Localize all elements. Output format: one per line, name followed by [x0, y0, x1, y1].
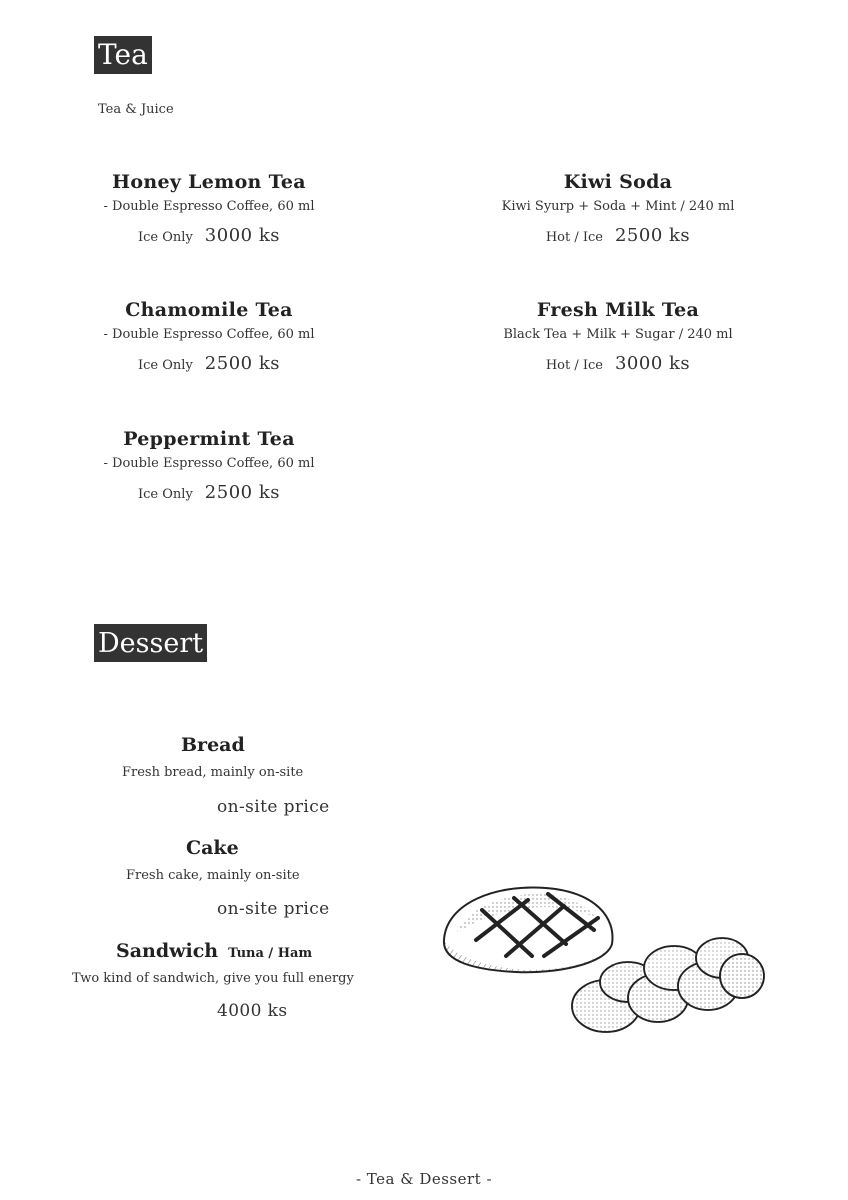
menu-item-fresh-milk-tea — [468, 297, 768, 377]
dessert-item-cake-description: Fresh cake, mainly on-site — [126, 868, 300, 883]
dessert-item-bread-description: Fresh bread, mainly on-site — [122, 765, 304, 780]
menu-item-kiwi-soda — [468, 169, 768, 249]
item-temperature: Ice Only — [138, 487, 193, 502]
round-loaf-icon — [444, 887, 613, 972]
item-description: - Double Espresso Coffee, 60 ml — [103, 456, 315, 471]
menu-item-chamomile-tea — [59, 297, 359, 377]
tea-section-subtitle: Tea & Juice — [98, 102, 174, 117]
item-name: Honey Lemon Tea — [112, 171, 306, 193]
item-description: - Double Espresso Coffee, 60 ml — [103, 199, 315, 214]
item-name: Sandwich — [116, 940, 219, 962]
page-footer: - Tea & Dessert - — [355, 1170, 493, 1188]
item-temperature: Hot / Ice — [545, 230, 603, 245]
dessert-section-title: Dessert — [94, 624, 207, 662]
item-price: 2500 ks — [204, 353, 280, 374]
item-description: Kiwi Syurp + Soda + Mint / 240 ml — [501, 199, 735, 214]
item-temperature: Ice Only — [138, 230, 193, 245]
tea-section-title: Tea — [94, 36, 152, 74]
item-description: Black Tea + Milk + Sugar / 240 ml — [503, 327, 733, 342]
dessert-item-sandwich-price: 4000 ks — [217, 1001, 288, 1021]
dessert-item-cake-price: on-site price — [217, 899, 330, 919]
item-name: Fresh Milk Tea — [536, 299, 700, 321]
item-variant: Tuna / Ham — [228, 946, 313, 961]
dessert-item-sandwich-name — [116, 940, 312, 962]
dessert-item-bread-price: on-site price — [217, 797, 330, 817]
dessert-item-sandwich-description: Two kind of sandwich, give you full energy — [72, 971, 354, 986]
dessert-item-bread-name: Bread — [181, 734, 245, 756]
item-price: 2500 ks — [204, 482, 280, 503]
menu-item-honey-lemon-tea — [59, 169, 359, 249]
item-name: Peppermint Tea — [123, 428, 295, 450]
dessert-item-cake-name: Cake — [186, 837, 239, 859]
item-description: - Double Espresso Coffee, 60 ml — [103, 327, 315, 342]
item-price: 2500 ks — [614, 225, 691, 246]
item-name: Chamomile Tea — [125, 299, 293, 321]
bread-illustration — [436, 878, 768, 1040]
item-price: 3000 ks — [614, 353, 691, 374]
item-temperature: Ice Only — [138, 358, 193, 373]
item-temperature: Hot / Ice — [545, 358, 603, 373]
item-price: 3000 ks — [204, 225, 280, 246]
item-name: Kiwi Soda — [563, 171, 673, 193]
menu-item-peppermint-tea — [59, 426, 359, 506]
